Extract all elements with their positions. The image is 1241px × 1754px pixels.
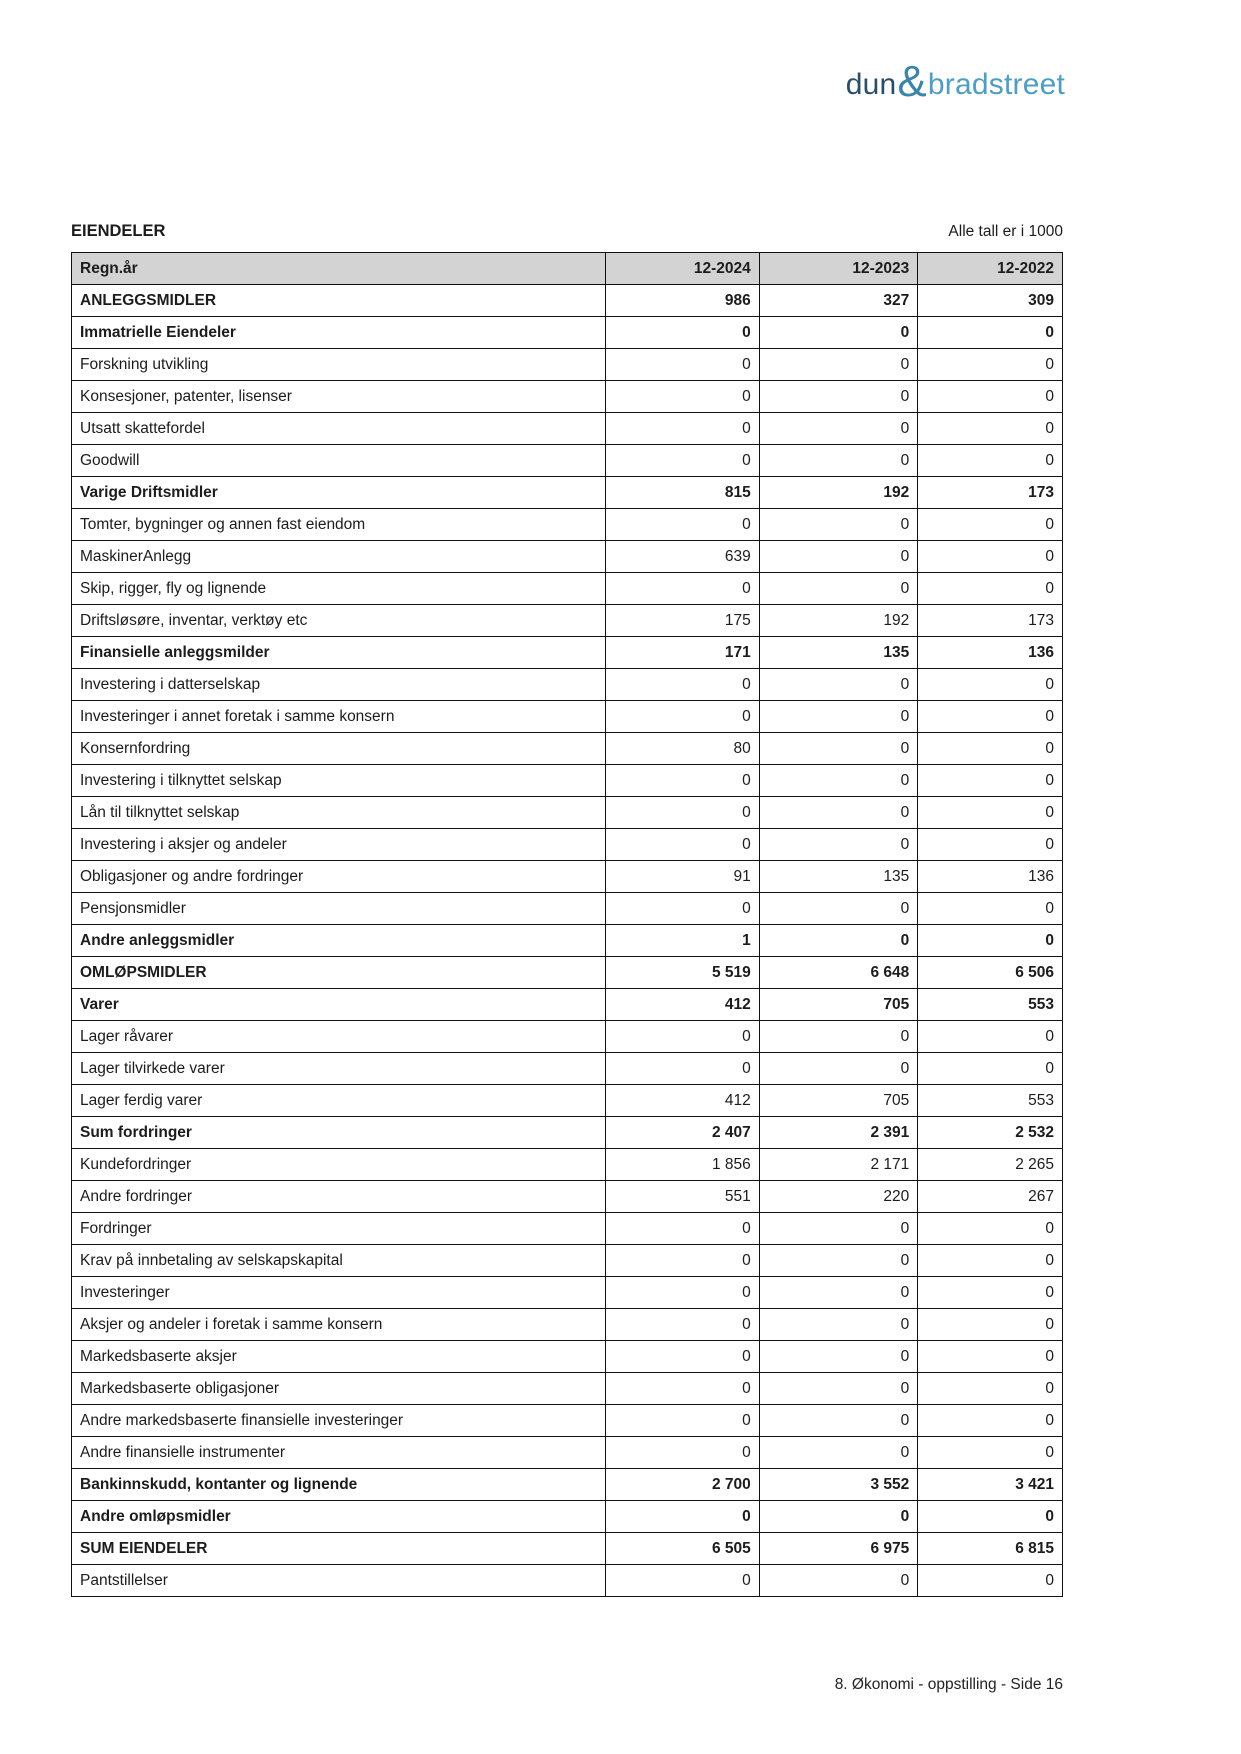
table-row bbox=[72, 1341, 1063, 1373]
table-row bbox=[72, 701, 1063, 733]
units-note: Alle tall er i 1000 bbox=[948, 223, 1063, 240]
table-row bbox=[72, 541, 1063, 573]
cell-value: 0 bbox=[606, 797, 760, 829]
row-label: Skip, rigger, fly og lignende bbox=[72, 573, 606, 605]
row-label: Pantstillelser bbox=[72, 1565, 606, 1597]
row-label: MaskinerAnlegg bbox=[72, 541, 606, 573]
cell-value: 0 bbox=[759, 797, 918, 829]
cell-value: 0 bbox=[759, 1373, 918, 1405]
row-label: Bankinnskudd, kontanter og lignende bbox=[72, 1469, 606, 1501]
cell-value: 0 bbox=[606, 1405, 760, 1437]
table-row bbox=[72, 1181, 1063, 1213]
balance-sheet-table bbox=[71, 252, 1063, 1597]
cell-value: 0 bbox=[918, 1501, 1063, 1533]
row-label: Andre omløpsmidler bbox=[72, 1501, 606, 1533]
cell-value: 175 bbox=[606, 605, 760, 637]
cell-value: 0 bbox=[606, 701, 760, 733]
cell-value: 0 bbox=[606, 1245, 760, 1277]
cell-value: 0 bbox=[759, 381, 918, 413]
cell-value: 135 bbox=[759, 637, 918, 669]
table-row bbox=[72, 573, 1063, 605]
cell-value: 0 bbox=[759, 573, 918, 605]
cell-value: 0 bbox=[759, 765, 918, 797]
cell-value: 0 bbox=[918, 573, 1063, 605]
cell-value: 2 407 bbox=[606, 1117, 760, 1149]
cell-value: 0 bbox=[759, 1501, 918, 1533]
cell-value: 0 bbox=[918, 541, 1063, 573]
cell-value: 0 bbox=[918, 893, 1063, 925]
cell-value: 91 bbox=[606, 861, 760, 893]
cell-value: 0 bbox=[759, 893, 918, 925]
cell-value: 6 975 bbox=[759, 1533, 918, 1565]
cell-value: 0 bbox=[759, 349, 918, 381]
table-row bbox=[72, 1085, 1063, 1117]
cell-value: 0 bbox=[759, 733, 918, 765]
table-row bbox=[72, 733, 1063, 765]
cell-value: 0 bbox=[918, 1565, 1063, 1597]
cell-value: 0 bbox=[606, 573, 760, 605]
cell-value: 0 bbox=[918, 1437, 1063, 1469]
cell-value: 0 bbox=[759, 701, 918, 733]
table-row bbox=[72, 1405, 1063, 1437]
cell-value: 2 532 bbox=[918, 1117, 1063, 1149]
table-row bbox=[72, 317, 1063, 349]
cell-value: 3 552 bbox=[759, 1469, 918, 1501]
cell-value: 6 506 bbox=[918, 957, 1063, 989]
cell-value: 0 bbox=[606, 765, 760, 797]
table-row bbox=[72, 1373, 1063, 1405]
table-row bbox=[72, 1501, 1063, 1533]
cell-value: 0 bbox=[918, 1021, 1063, 1053]
cell-value: 0 bbox=[606, 349, 760, 381]
row-label: Konsesjoner, patenter, lisenser bbox=[72, 381, 606, 413]
table-row bbox=[72, 1149, 1063, 1181]
table-row bbox=[72, 1245, 1063, 1277]
table-row bbox=[72, 861, 1063, 893]
cell-value: 2 700 bbox=[606, 1469, 760, 1501]
row-label: Markedsbaserte aksjer bbox=[72, 1341, 606, 1373]
cell-value: 309 bbox=[918, 285, 1063, 317]
cell-value: 986 bbox=[606, 285, 760, 317]
cell-value: 267 bbox=[918, 1181, 1063, 1213]
cell-value: 0 bbox=[606, 381, 760, 413]
table-row bbox=[72, 349, 1063, 381]
table-row bbox=[72, 957, 1063, 989]
table-row bbox=[72, 1213, 1063, 1245]
row-label: Goodwill bbox=[72, 445, 606, 477]
cell-value: 0 bbox=[606, 509, 760, 541]
row-label: Lager råvarer bbox=[72, 1021, 606, 1053]
table-row bbox=[72, 445, 1063, 477]
row-label: Tomter, bygninger og annen fast eiendom bbox=[72, 509, 606, 541]
cell-value: 0 bbox=[606, 1373, 760, 1405]
table-row bbox=[72, 509, 1063, 541]
cell-value: 0 bbox=[918, 1309, 1063, 1341]
cell-value: 0 bbox=[759, 445, 918, 477]
row-label: Andre finansielle instrumenter bbox=[72, 1437, 606, 1469]
cell-value: 0 bbox=[918, 1405, 1063, 1437]
row-label: Driftsløsøre, inventar, verktøy etc bbox=[72, 605, 606, 637]
cell-value: 173 bbox=[918, 477, 1063, 509]
cell-value: 192 bbox=[759, 605, 918, 637]
row-label: Kundefordringer bbox=[72, 1149, 606, 1181]
cell-value: 0 bbox=[918, 445, 1063, 477]
cell-value: 705 bbox=[759, 1085, 918, 1117]
cell-value: 327 bbox=[759, 285, 918, 317]
cell-value: 6 815 bbox=[918, 1533, 1063, 1565]
cell-value: 173 bbox=[918, 605, 1063, 637]
cell-value: 0 bbox=[918, 381, 1063, 413]
cell-value: 192 bbox=[759, 477, 918, 509]
cell-value: 553 bbox=[918, 1085, 1063, 1117]
dun-bradstreet-logo bbox=[845, 57, 1065, 106]
cell-value: 0 bbox=[918, 829, 1063, 861]
row-label: Krav på innbetaling av selskapskapital bbox=[72, 1245, 606, 1277]
cell-value: 0 bbox=[759, 1405, 918, 1437]
cell-value: 0 bbox=[918, 413, 1063, 445]
table-row bbox=[72, 1117, 1063, 1149]
table-row bbox=[72, 765, 1063, 797]
row-label: Konsernfordring bbox=[72, 733, 606, 765]
cell-value: 0 bbox=[918, 1213, 1063, 1245]
cell-value: 0 bbox=[918, 509, 1063, 541]
cell-value: 412 bbox=[606, 1085, 760, 1117]
cell-value: 0 bbox=[759, 509, 918, 541]
row-label: Andre fordringer bbox=[72, 1181, 606, 1213]
cell-value: 0 bbox=[759, 413, 918, 445]
cell-value: 0 bbox=[918, 349, 1063, 381]
cell-value: 0 bbox=[759, 317, 918, 349]
row-label: Andre markedsbaserte finansielle investeringer bbox=[72, 1405, 606, 1437]
ampersand-icon: & bbox=[897, 57, 927, 106]
cell-value: 0 bbox=[606, 317, 760, 349]
cell-value: 0 bbox=[606, 1341, 760, 1373]
row-label: Varer bbox=[72, 989, 606, 1021]
cell-value: 0 bbox=[759, 1565, 918, 1597]
table-row bbox=[72, 1437, 1063, 1469]
cell-value: 0 bbox=[606, 413, 760, 445]
row-label: Investering i aksjer og andeler bbox=[72, 829, 606, 861]
table-row bbox=[72, 605, 1063, 637]
table-row bbox=[72, 669, 1063, 701]
cell-value: 0 bbox=[918, 1245, 1063, 1277]
cell-value: 2 265 bbox=[918, 1149, 1063, 1181]
table-row bbox=[72, 829, 1063, 861]
logo-text-bradstreet: bradstreet bbox=[927, 68, 1065, 101]
cell-value: 705 bbox=[759, 989, 918, 1021]
cell-value: 0 bbox=[606, 1437, 760, 1469]
row-label: Lager ferdig varer bbox=[72, 1085, 606, 1117]
cell-value: 0 bbox=[918, 1373, 1063, 1405]
cell-value: 0 bbox=[759, 1437, 918, 1469]
cell-value: 6 505 bbox=[606, 1533, 760, 1565]
cell-value: 136 bbox=[918, 637, 1063, 669]
row-label: Finansielle anleggsmilder bbox=[72, 637, 606, 669]
table-row bbox=[72, 893, 1063, 925]
cell-value: 0 bbox=[918, 701, 1063, 733]
cell-value: 0 bbox=[606, 893, 760, 925]
row-label: Andre anleggsmidler bbox=[72, 925, 606, 957]
cell-value: 0 bbox=[918, 1053, 1063, 1085]
cell-value: 0 bbox=[759, 1277, 918, 1309]
cell-value: 639 bbox=[606, 541, 760, 573]
cell-value: 0 bbox=[759, 1245, 918, 1277]
cell-value: 0 bbox=[606, 1277, 760, 1309]
cell-value: 0 bbox=[759, 1309, 918, 1341]
page-title: EIENDELER bbox=[71, 222, 166, 240]
cell-value: 0 bbox=[759, 1053, 918, 1085]
cell-value: 0 bbox=[606, 1213, 760, 1245]
row-label: Investeringer i annet foretak i samme konsern bbox=[72, 701, 606, 733]
row-label: Varige Driftsmidler bbox=[72, 477, 606, 509]
row-label: Obligasjoner og andre fordringer bbox=[72, 861, 606, 893]
cell-value: 136 bbox=[918, 861, 1063, 893]
column-header-2022: 12-2022 bbox=[918, 253, 1063, 285]
row-label: Pensjonsmidler bbox=[72, 893, 606, 925]
cell-value: 0 bbox=[918, 733, 1063, 765]
row-label: Sum fordringer bbox=[72, 1117, 606, 1149]
cell-value: 80 bbox=[606, 733, 760, 765]
cell-value: 5 519 bbox=[606, 957, 760, 989]
row-label: Lån til tilknyttet selskap bbox=[72, 797, 606, 829]
table-row bbox=[72, 925, 1063, 957]
cell-value: 0 bbox=[759, 829, 918, 861]
cell-value: 171 bbox=[606, 637, 760, 669]
row-label: Investering i datterselskap bbox=[72, 669, 606, 701]
cell-value: 0 bbox=[606, 1501, 760, 1533]
row-label: Forskning utvikling bbox=[72, 349, 606, 381]
title-bar bbox=[71, 222, 1063, 241]
cell-value: 3 421 bbox=[918, 1469, 1063, 1501]
cell-value: 0 bbox=[918, 317, 1063, 349]
table-row bbox=[72, 1533, 1063, 1565]
cell-value: 0 bbox=[606, 1021, 760, 1053]
cell-value: 2 391 bbox=[759, 1117, 918, 1149]
column-header-regnaar: Regn.år bbox=[72, 253, 606, 285]
cell-value: 815 bbox=[606, 477, 760, 509]
cell-value: 220 bbox=[759, 1181, 918, 1213]
cell-value: 0 bbox=[918, 797, 1063, 829]
cell-value: 1 bbox=[606, 925, 760, 957]
table-row bbox=[72, 381, 1063, 413]
cell-value: 0 bbox=[759, 925, 918, 957]
cell-value: 0 bbox=[918, 669, 1063, 701]
table-row bbox=[72, 989, 1063, 1021]
cell-value: 0 bbox=[606, 1309, 760, 1341]
table-row bbox=[72, 797, 1063, 829]
cell-value: 412 bbox=[606, 989, 760, 1021]
page-footer: 8. Økonomi - oppstilling - Side 16 bbox=[834, 1676, 1063, 1693]
row-label: Investering i tilknyttet selskap bbox=[72, 765, 606, 797]
row-label: SUM EIENDELER bbox=[72, 1533, 606, 1565]
row-label: Investeringer bbox=[72, 1277, 606, 1309]
cell-value: 0 bbox=[759, 1213, 918, 1245]
cell-value: 551 bbox=[606, 1181, 760, 1213]
cell-value: 0 bbox=[918, 1341, 1063, 1373]
cell-value: 135 bbox=[759, 861, 918, 893]
table-row bbox=[72, 1309, 1063, 1341]
cell-value: 0 bbox=[606, 829, 760, 861]
cell-value: 553 bbox=[918, 989, 1063, 1021]
table-row bbox=[72, 1565, 1063, 1597]
table-row bbox=[72, 1277, 1063, 1309]
table-row bbox=[72, 637, 1063, 669]
cell-value: 0 bbox=[759, 1341, 918, 1373]
row-label: Aksjer og andeler i foretak i samme konsern bbox=[72, 1309, 606, 1341]
row-label: Lager tilvirkede varer bbox=[72, 1053, 606, 1085]
row-label: OMLØPSMIDLER bbox=[72, 957, 606, 989]
table-row bbox=[72, 1053, 1063, 1085]
row-label: Fordringer bbox=[72, 1213, 606, 1245]
table-row bbox=[72, 285, 1063, 317]
cell-value: 0 bbox=[918, 1277, 1063, 1309]
cell-value: 0 bbox=[759, 541, 918, 573]
cell-value: 1 856 bbox=[606, 1149, 760, 1181]
column-header-2023: 12-2023 bbox=[759, 253, 918, 285]
cell-value: 0 bbox=[606, 669, 760, 701]
row-label: Immatrielle Eiendeler bbox=[72, 317, 606, 349]
cell-value: 0 bbox=[918, 925, 1063, 957]
column-header-2024: 12-2024 bbox=[606, 253, 760, 285]
cell-value: 0 bbox=[759, 669, 918, 701]
cell-value: 0 bbox=[606, 445, 760, 477]
table-row bbox=[72, 1469, 1063, 1501]
cell-value: 0 bbox=[606, 1565, 760, 1597]
cell-value: 0 bbox=[918, 765, 1063, 797]
row-label: ANLEGGSMIDLER bbox=[72, 285, 606, 317]
cell-value: 0 bbox=[606, 1053, 760, 1085]
logo-text-dun: dun bbox=[845, 68, 897, 101]
table-row bbox=[72, 1021, 1063, 1053]
table-row bbox=[72, 477, 1063, 509]
row-label: Markedsbaserte obligasjoner bbox=[72, 1373, 606, 1405]
cell-value: 0 bbox=[759, 1021, 918, 1053]
cell-value: 6 648 bbox=[759, 957, 918, 989]
cell-value: 2 171 bbox=[759, 1149, 918, 1181]
row-label: Utsatt skattefordel bbox=[72, 413, 606, 445]
table-header-row bbox=[72, 253, 1063, 285]
table-row bbox=[72, 413, 1063, 445]
